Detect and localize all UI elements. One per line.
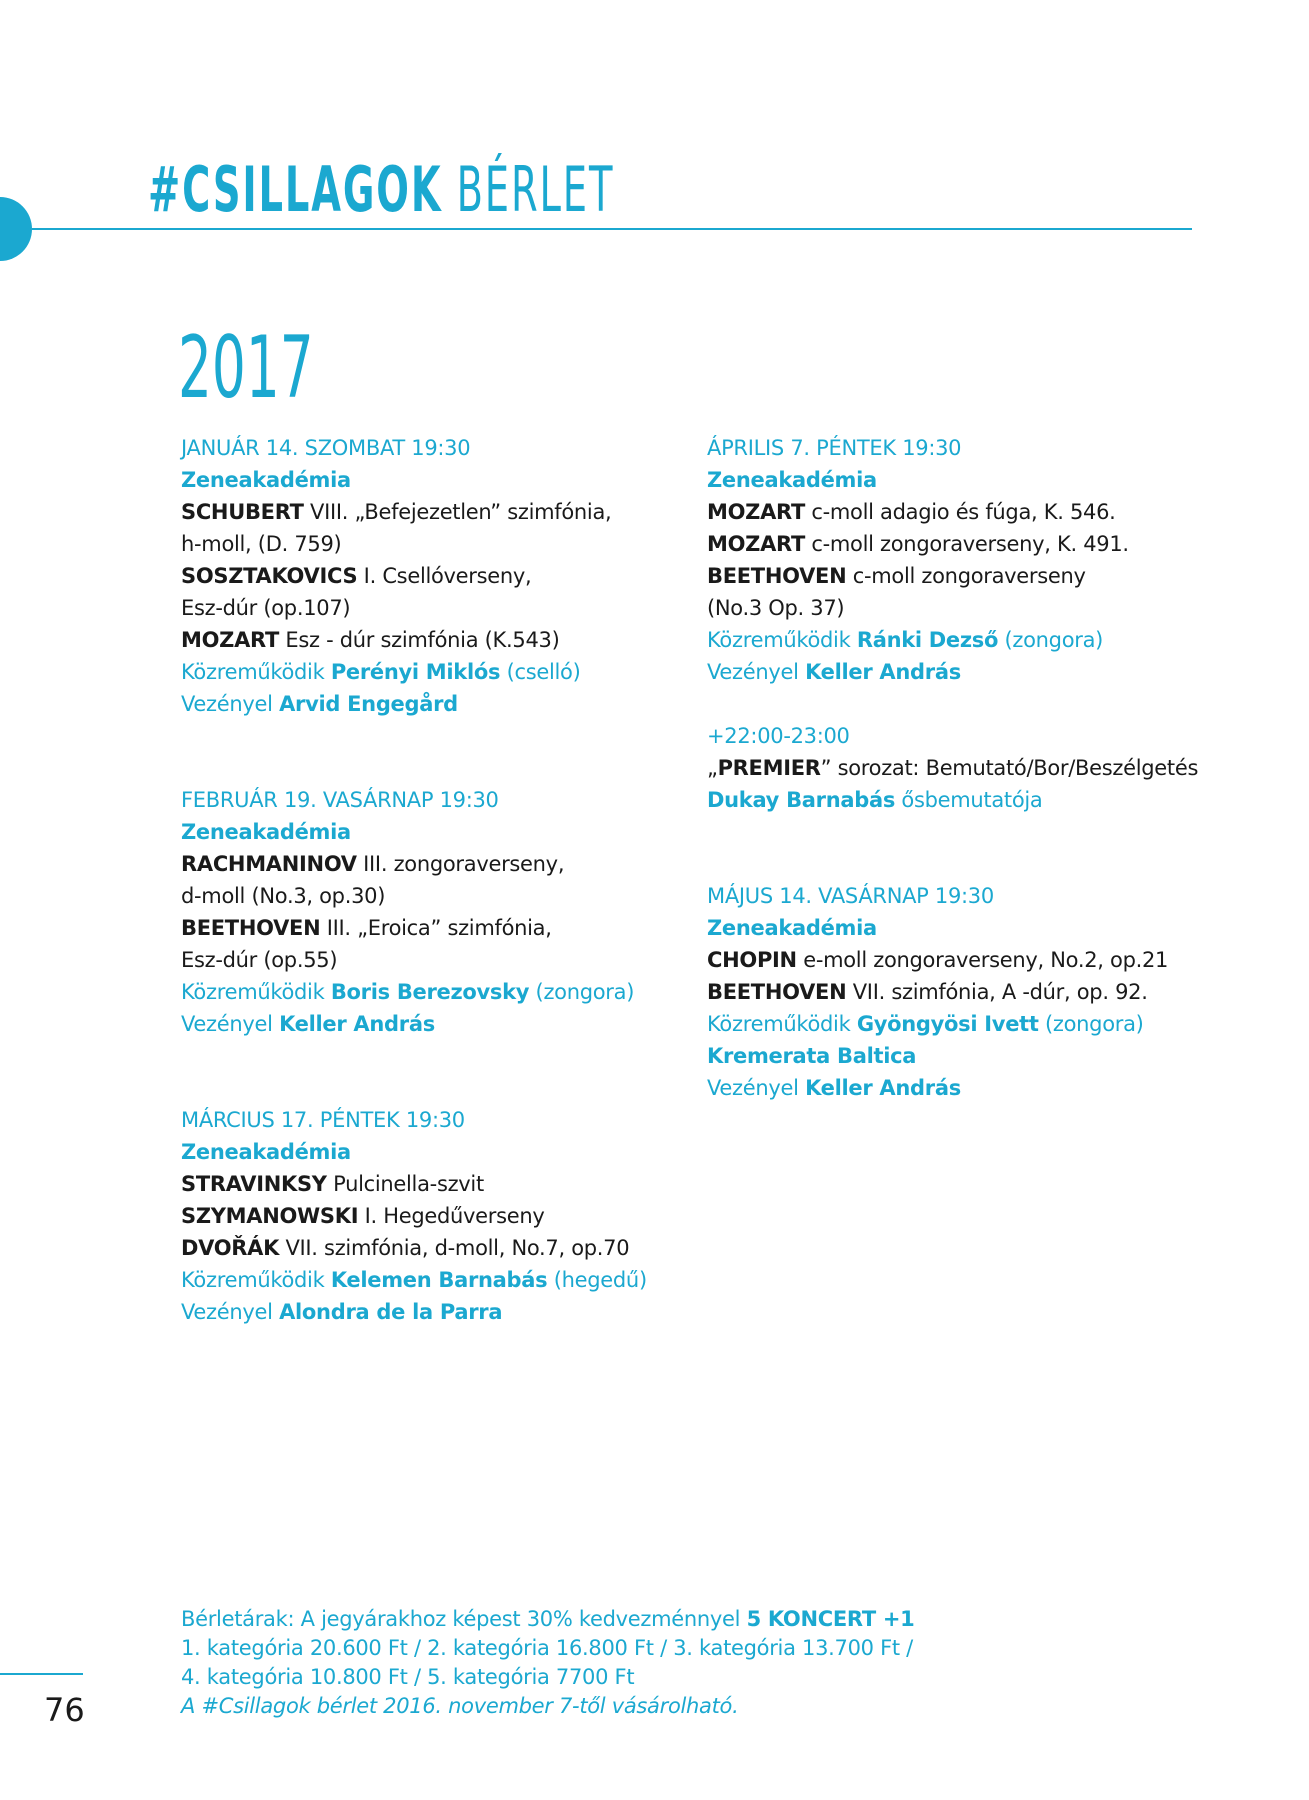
composer: MOZART: [181, 628, 279, 652]
work-title: Esz-dúr (op.55): [181, 948, 338, 972]
work-line: [181, 848, 681, 880]
work-line: [181, 912, 681, 944]
performer-label: Közreműködik: [181, 660, 331, 684]
composer: BEETHOVEN: [181, 916, 321, 940]
work-line: [181, 560, 681, 592]
prices-intro: [181, 1605, 1201, 1634]
work-title: III. zongoraverseny,: [356, 852, 565, 876]
work-title: III. „Eroica” szimfónia,: [320, 916, 552, 940]
sale-note: A #Csillagok bérlet 2016. november 7-től vásárolható.: [181, 1694, 739, 1718]
event-venue: Zeneakadémia: [707, 916, 877, 940]
work-line: [181, 1232, 681, 1264]
work-title: Esz-dúr (op.107): [181, 596, 351, 620]
subscription-prices: [181, 1605, 1201, 1721]
work-line: [707, 560, 1227, 592]
conductor-name: Arvid Engegård: [279, 692, 458, 716]
composer: SOSZTAKOVICS: [181, 564, 358, 588]
event-date: JANUÁR 14. SZOMBAT 19:30: [181, 436, 471, 460]
work-line: [707, 976, 1227, 1008]
title-bold: #CSILLAGOK: [148, 153, 443, 226]
conductor-line: [707, 656, 1227, 688]
conductor-label: Vezényel: [707, 660, 806, 684]
work-title: VIII. „Befejezetlen” szimfónia,: [303, 500, 612, 524]
performer-label: Közreműködik: [707, 1012, 857, 1036]
performer-role: (hegedű): [547, 1268, 647, 1292]
conductor-line: [181, 1008, 681, 1040]
conductor-label: Vezényel: [707, 1076, 806, 1100]
series-description: ” sorozat: Bemutató/Bor/Beszélgetés: [820, 756, 1199, 780]
work-title: Esz - dúr szimfónia (K.543): [278, 628, 560, 652]
work-line: [181, 1200, 681, 1232]
performer-role: (zongora): [1038, 1012, 1144, 1036]
work-title: I. Csellóverseny,: [357, 564, 532, 588]
prices-text: A jegyárakhoz képest 30% kedvezménnyel: [294, 1607, 747, 1631]
conductor-name: Keller András: [805, 1076, 961, 1100]
left-column: [181, 432, 681, 1392]
work-title: VII. szimfónia, d-moll, No.7, op.70: [279, 1236, 630, 1260]
performer-label: Közreműködik: [181, 980, 331, 1004]
work-title: Pulcinella-szvit: [326, 1172, 484, 1196]
conductor-name: Keller András: [805, 660, 961, 684]
conductor-label: Vezényel: [181, 692, 280, 716]
premiere-line: [707, 784, 1227, 816]
series-open-quote: „: [707, 756, 718, 780]
conductor-line: [181, 1296, 681, 1328]
work-line: [181, 528, 681, 560]
event-venue: Zeneakadémia: [181, 1140, 351, 1164]
work-title: d-moll (No.3, op.30): [181, 884, 386, 908]
performer-name: Ránki Dezső: [856, 628, 999, 652]
work-title: c-moll zongoraverseny, K. 491.: [804, 532, 1129, 556]
conductor-label: Vezényel: [181, 1300, 280, 1324]
work-title: e-moll zongoraverseny, No.2, op.21: [796, 948, 1169, 972]
prices-label: Bérletárak:: [181, 1607, 295, 1631]
prices-line-1: 1. kategória 20.600 Ft / 2. kategória 16.800 Ft / 3. kategória 13.700 Ft /: [181, 1636, 913, 1660]
event-date: MÁRCIUS 17. PÉNTEK 19:30: [181, 1108, 465, 1132]
year-heading: 2017: [178, 318, 314, 418]
premiere-text: ősbemutatója: [895, 788, 1043, 812]
composer: SCHUBERT: [181, 500, 304, 524]
performer-role: (cselló): [500, 660, 581, 684]
composer: CHOPIN: [707, 948, 797, 972]
event-january: [181, 432, 681, 720]
ensemble-name: Kremerata Baltica: [707, 1044, 917, 1068]
work-title: VII. szimfónia, A -dúr, op. 92.: [846, 980, 1148, 1004]
work-line: [181, 496, 681, 528]
event-date: FEBRUÁR 19. VASÁRNAP 19:30: [181, 788, 499, 812]
prices-highlight: 5 KONCERT +1: [746, 1607, 915, 1631]
side-tab-marker: [0, 197, 32, 261]
prices-line-2: 4. kategória 10.800 Ft / 5. kategória 7700 Ft: [181, 1665, 635, 1689]
work-title: c-moll zongoraverseny: [846, 564, 1086, 588]
performer-line: [181, 976, 681, 1008]
title-divider: [32, 228, 1192, 230]
series-name: PREMIER: [717, 756, 821, 780]
performer-line: [707, 1008, 1227, 1040]
performer-line: [181, 1264, 681, 1296]
composer: BEETHOVEN: [707, 564, 847, 588]
right-column: [707, 432, 1227, 1168]
work-line: [707, 496, 1227, 528]
performer-name: Boris Berezovsky: [330, 980, 530, 1004]
composer: SZYMANOWSKI: [181, 1204, 359, 1228]
composer: RACHMANINOV: [181, 852, 357, 876]
event-date: ÁPRILIS 7. PÉNTEK 19:30: [707, 436, 962, 460]
event-venue: Zeneakadémia: [181, 820, 351, 844]
work-line: [707, 592, 1227, 624]
event-may: [707, 880, 1227, 1104]
performer-label: Közreműködik: [707, 628, 857, 652]
work-line: [181, 624, 681, 656]
page-title: [148, 150, 614, 230]
event-april: [707, 432, 1227, 816]
work-title: c-moll adagio és fúga, K. 546.: [804, 500, 1116, 524]
work-line: [181, 944, 681, 976]
page-number-divider: [0, 1673, 83, 1675]
composer: MOZART: [707, 532, 805, 556]
work-title: (No.3 Op. 37): [707, 596, 845, 620]
composer: MOZART: [707, 500, 805, 524]
work-line: [181, 880, 681, 912]
performer-role: (zongora): [998, 628, 1104, 652]
event-date: MÁJUS 14. VASÁRNAP 19:30: [707, 884, 994, 908]
work-title: I. Hegedűverseny: [358, 1204, 545, 1228]
composer: DVOŘÁK: [181, 1236, 280, 1260]
event-february: [181, 784, 681, 1040]
series-line: [707, 752, 1227, 784]
event-venue: Zeneakadémia: [181, 468, 351, 492]
composer: STRAVINKSY: [181, 1172, 327, 1196]
performer-name: Kelemen Barnabás: [330, 1268, 548, 1292]
work-line: [181, 592, 681, 624]
extra-time: +22:00-23:00: [707, 724, 850, 748]
performer-name: Perényi Miklós: [330, 660, 501, 684]
performer-role: (zongora): [529, 980, 635, 1004]
page-number: 76: [44, 1691, 85, 1729]
conductor-line: [707, 1072, 1227, 1104]
work-line: [707, 944, 1227, 976]
performer-name: Gyöngyösi Ivett: [856, 1012, 1039, 1036]
premiere-composer: Dukay Barnabás: [707, 788, 896, 812]
title-light: BÉRLET: [456, 153, 615, 226]
work-title: h-moll, (D. 759): [181, 532, 342, 556]
work-line: [181, 1168, 681, 1200]
conductor-line: [181, 688, 681, 720]
event-march: [181, 1104, 681, 1328]
performer-label: Közreműködik: [181, 1268, 331, 1292]
conductor-name: Keller András: [279, 1012, 435, 1036]
performer-line: [707, 624, 1227, 656]
composer: BEETHOVEN: [707, 980, 847, 1004]
conductor-name: Alondra de la Parra: [279, 1300, 503, 1324]
work-line: [707, 528, 1227, 560]
conductor-label: Vezényel: [181, 1012, 280, 1036]
event-venue: Zeneakadémia: [707, 468, 877, 492]
performer-line: [181, 656, 681, 688]
